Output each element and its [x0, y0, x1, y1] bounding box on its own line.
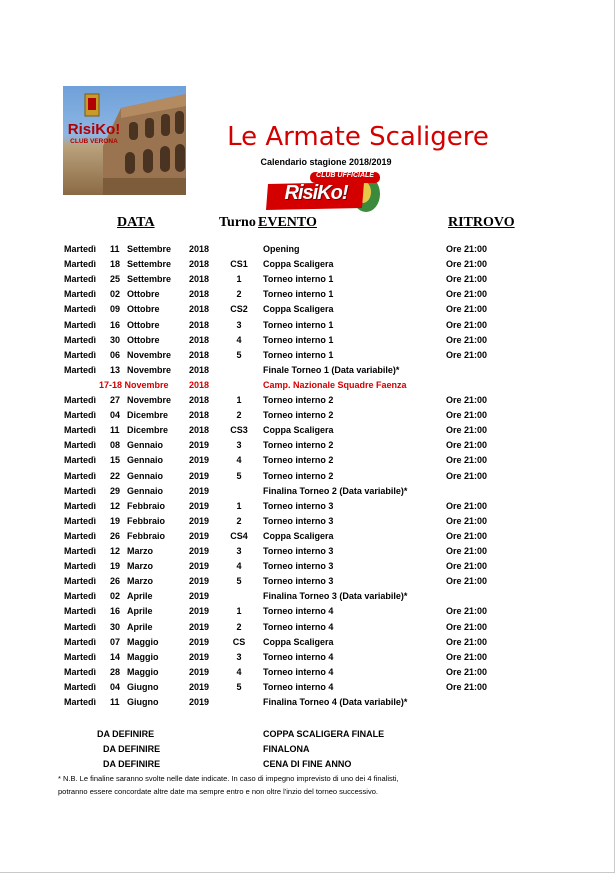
- row-year: 2018: [189, 334, 210, 345]
- row-ritrovo: Ore 21:00: [446, 651, 488, 662]
- row-weekday: Martedì: [64, 485, 97, 496]
- row-ritrovo: Ore 21:00: [446, 681, 488, 692]
- row-turno: 3: [236, 651, 242, 662]
- row-year: 2019: [189, 606, 210, 617]
- row-day-number: 18: [110, 259, 121, 270]
- row-month: Giugno: [127, 681, 159, 692]
- table-row: [0, 514, 616, 529]
- row-month: Gennaio: [127, 485, 164, 496]
- row-day-number: 06: [110, 349, 121, 360]
- table-row: [0, 363, 616, 378]
- row-event: Coppa Scaligera: [263, 304, 334, 315]
- table-row: [0, 242, 616, 257]
- row-month: Marzo: [127, 546, 154, 556]
- row-ritrovo: Ore 21:00: [446, 349, 488, 360]
- row-turno: 4: [236, 334, 242, 345]
- table-row: [0, 604, 616, 619]
- row-turno: 1: [236, 606, 242, 617]
- row-year: 2018: [189, 244, 210, 254]
- row-ritrovo: Ore 21:00: [446, 455, 488, 466]
- row-year: 2018: [189, 425, 210, 436]
- row-event: Torneo interno 2: [263, 440, 334, 451]
- row-year: 2019: [189, 591, 210, 602]
- column-header-ritrovo: RITROVO: [448, 215, 515, 230]
- row-day-number: 16: [110, 606, 121, 617]
- row-ritrovo: Ore 21:00: [446, 395, 488, 405]
- row-month: Febbraio: [127, 530, 166, 541]
- table-row: [0, 348, 616, 363]
- row-weekday: Martedì: [64, 425, 97, 436]
- club-logo-image: [63, 86, 186, 195]
- logo-club-text: CLUB VERONA: [70, 138, 118, 145]
- row-weekday: Martedì: [64, 410, 97, 421]
- row-month: Dicembre: [127, 410, 169, 421]
- table-row: [0, 333, 616, 348]
- row-day-number: 15: [110, 455, 121, 466]
- row-event: Finalina Torneo 4 (Data variabile)*: [263, 697, 408, 707]
- row-ritrovo: Ore 21:00: [446, 410, 488, 421]
- row-year: 2019: [189, 576, 210, 587]
- table-row: [0, 393, 616, 408]
- row-event: Torneo interno 4: [263, 666, 334, 677]
- row-ritrovo: Ore 21:00: [446, 515, 488, 526]
- row-day-number: 26: [110, 576, 121, 587]
- row-year: 2019: [189, 681, 210, 692]
- row-day-number: 25: [110, 274, 121, 285]
- row-day-number: 30: [110, 334, 121, 345]
- table-row: [0, 272, 616, 287]
- table-row: [0, 469, 616, 484]
- row-day-number: 16: [110, 319, 121, 330]
- row-year: 2019: [189, 515, 210, 526]
- row-day-number: 11: [110, 425, 120, 436]
- row-year: 2019: [189, 485, 210, 496]
- table-row: [0, 559, 616, 574]
- row-ritrovo: Ore 21:00: [446, 244, 488, 254]
- row-year: 2019: [189, 636, 210, 647]
- row-month: Dicembre: [127, 425, 169, 436]
- row-ritrovo: Ore 21:00: [446, 621, 488, 632]
- row-year: 2018: [189, 395, 210, 405]
- row-day-number: 12: [110, 500, 121, 511]
- row-event: Torneo interno 4: [263, 651, 334, 662]
- row-turno: 2: [236, 410, 242, 421]
- row-ritrovo: Ore 21:00: [446, 636, 488, 647]
- column-header-turno: Turno: [219, 215, 256, 230]
- row-date-range: 17-18 Novembre: [99, 379, 169, 390]
- row-event: Torneo interno 1: [263, 334, 334, 345]
- table-row: [0, 287, 616, 302]
- row-month: Maggio: [127, 666, 159, 677]
- row-ritrovo: Ore 21:00: [446, 666, 488, 677]
- row-event: Torneo interno 2: [263, 455, 334, 466]
- row-year: 2019: [189, 697, 210, 707]
- row-day-number: 26: [110, 530, 121, 541]
- row-turno: 4: [236, 561, 242, 572]
- row-turno: CS1: [230, 259, 248, 270]
- row-day-number: 28: [110, 666, 121, 677]
- row-event: Torneo interno 3: [263, 515, 334, 526]
- row-event: Coppa Scaligera: [263, 425, 334, 436]
- row-ritrovo: Ore 21:00: [446, 319, 488, 330]
- row-month: Settembre: [127, 244, 172, 254]
- row-weekday: Martedì: [64, 334, 97, 345]
- table-row: [0, 408, 616, 423]
- row-month: Aprile: [127, 621, 153, 632]
- to-define-date: DA DEFINIRE: [103, 744, 161, 754]
- row-event: Torneo interno 4: [263, 681, 334, 692]
- row-turno: 4: [236, 455, 242, 466]
- to-define-date: DA DEFINIRE: [97, 729, 155, 739]
- row-month: Ottobre: [127, 304, 160, 315]
- row-weekday: Martedì: [64, 651, 97, 662]
- row-event: Torneo interno 3: [263, 500, 334, 511]
- row-year: 2018: [189, 259, 210, 270]
- row-weekday: Martedì: [64, 244, 97, 254]
- row-day-number: 11: [110, 244, 120, 254]
- page-subtitle: Calendario stagione 2018/2019: [260, 157, 392, 167]
- row-event: Torneo interno 1: [263, 289, 334, 300]
- row-ritrovo: Ore 21:00: [446, 606, 488, 617]
- table-row: [0, 302, 616, 317]
- row-turno: 1: [236, 274, 242, 285]
- table-row: [0, 378, 616, 393]
- page-title: Le Armate Scaligere: [227, 122, 489, 152]
- table-row: [0, 635, 616, 650]
- row-event: Torneo interno 4: [263, 606, 334, 617]
- logo-brand-text: RisiKo!: [67, 121, 121, 138]
- row-weekday: Martedì: [64, 440, 97, 451]
- row-year: 2018: [189, 379, 210, 390]
- row-weekday: Martedì: [64, 304, 97, 315]
- row-turno: 1: [236, 500, 242, 511]
- row-year: 2019: [189, 621, 210, 632]
- row-year: 2018: [189, 349, 210, 360]
- column-header-evento: EVENTO: [258, 215, 317, 230]
- row-weekday: Martedì: [64, 319, 97, 330]
- row-day-number: 14: [110, 651, 121, 662]
- badge-top-text: CLUB UFFICIALE: [316, 172, 374, 179]
- row-weekday: Martedì: [64, 636, 97, 647]
- row-turno: 3: [236, 546, 242, 556]
- to-define-event: FINALONA: [263, 744, 310, 754]
- row-turno: 4: [236, 666, 242, 677]
- row-turno: CS2: [230, 304, 248, 315]
- row-year: 2019: [189, 546, 210, 556]
- row-day-number: 13: [110, 364, 121, 375]
- row-month: Settembre: [127, 274, 172, 285]
- row-day-number: 19: [110, 561, 121, 572]
- row-event: Finalina Torneo 3 (Data variabile)*: [263, 591, 408, 602]
- to-define-event: COPPA SCALIGERA FINALE: [263, 729, 385, 739]
- row-day-number: 02: [110, 591, 121, 602]
- row-day-number: 12: [110, 546, 121, 556]
- badge-main-text: RisiKo!: [284, 182, 348, 204]
- row-weekday: Martedì: [64, 606, 97, 617]
- table-row: [0, 484, 616, 499]
- row-month: Settembre: [127, 259, 172, 270]
- row-weekday: Martedì: [64, 530, 97, 541]
- row-turno: CS: [232, 636, 246, 647]
- table-row: [0, 544, 616, 559]
- row-ritrovo: Ore 21:00: [446, 546, 488, 556]
- row-event: Coppa Scaligera: [263, 530, 334, 541]
- row-ritrovo: Ore 21:00: [446, 425, 488, 436]
- row-ritrovo: Ore 21:00: [446, 289, 488, 300]
- row-ritrovo: Ore 21:00: [446, 500, 488, 511]
- row-day-number: 07: [110, 636, 121, 647]
- row-event: Torneo interno 4: [263, 621, 334, 632]
- table-row: [0, 499, 616, 514]
- row-weekday: Martedì: [64, 289, 97, 300]
- table-row: [0, 650, 616, 665]
- row-weekday: Martedì: [64, 666, 97, 677]
- row-event: Torneo interno 2: [263, 395, 334, 405]
- row-year: 2019: [189, 530, 210, 541]
- row-ritrovo: Ore 21:00: [446, 440, 488, 451]
- row-ritrovo: Ore 21:00: [446, 470, 488, 481]
- row-month: Ottobre: [127, 334, 160, 345]
- row-year: 2019: [189, 651, 210, 662]
- row-month: Febbraio: [127, 515, 166, 526]
- row-ritrovo: Ore 21:00: [446, 530, 488, 541]
- row-event: Torneo interno 2: [263, 470, 334, 481]
- row-ritrovo: Ore 21:00: [446, 561, 488, 572]
- row-weekday: Martedì: [64, 621, 97, 632]
- row-event: Torneo interno 2: [263, 410, 334, 421]
- row-event: Torneo interno 1: [263, 274, 334, 285]
- row-year: 2019: [189, 440, 210, 451]
- row-weekday: Martedì: [64, 681, 97, 692]
- row-weekday: Martedì: [64, 470, 97, 481]
- row-event: Coppa Scaligera: [263, 259, 334, 270]
- footnote-line-2: potranno essere concordate altre date ma sempre entro e non oltre l'inzio del torneo successivo.: [58, 787, 378, 796]
- row-event: Torneo interno 3: [263, 546, 334, 556]
- row-turno: 2: [236, 621, 242, 632]
- row-event: Torneo interno 1: [263, 319, 334, 330]
- row-day-number: 19: [110, 515, 121, 526]
- row-event: Camp. Nazionale Squadre Faenza: [263, 379, 407, 390]
- footnote-line-1: * N.B. Le finaline saranno svolte nelle date indicate. In caso di impegno imprevisto di uno dei 4 finalisti,: [58, 774, 399, 783]
- row-turno: 1: [236, 395, 242, 405]
- row-turno: 3: [236, 440, 242, 451]
- row-weekday: Martedì: [64, 349, 97, 360]
- row-month: Novembre: [127, 395, 172, 405]
- row-day-number: 04: [110, 410, 121, 421]
- row-turno: 5: [236, 470, 242, 481]
- row-event: Coppa Scaligera: [263, 636, 334, 647]
- row-turno: 5: [236, 681, 242, 692]
- table-row: [0, 318, 616, 333]
- row-turno: CS4: [230, 530, 248, 541]
- row-ritrovo: Ore 21:00: [446, 304, 488, 315]
- row-month: Gennaio: [127, 455, 164, 466]
- row-year: 2018: [189, 304, 210, 315]
- row-weekday: Martedì: [64, 500, 97, 511]
- row-month: Ottobre: [127, 319, 160, 330]
- column-header-data: DATA: [117, 215, 155, 230]
- table-row: [0, 529, 616, 544]
- row-ritrovo: Ore 21:00: [446, 274, 488, 285]
- table-row: [0, 423, 616, 438]
- table-row: [0, 620, 616, 635]
- row-month: Marzo: [127, 561, 154, 572]
- row-event: Torneo interno 3: [263, 576, 334, 587]
- row-weekday: Martedì: [64, 395, 97, 405]
- row-weekday: Martedì: [64, 561, 97, 572]
- row-weekday: Martedì: [64, 455, 97, 466]
- row-turno: 2: [236, 515, 242, 526]
- row-month: Gennaio: [127, 470, 164, 481]
- row-weekday: Martedì: [64, 546, 97, 556]
- row-turno: 3: [236, 319, 242, 330]
- table-row: [0, 695, 616, 710]
- row-month: Aprile: [127, 606, 153, 617]
- row-event: Finale Torneo 1 (Data variabile)*: [263, 364, 400, 375]
- row-weekday: Martedì: [64, 274, 97, 285]
- row-year: 2018: [189, 410, 210, 421]
- row-month: Aprile: [127, 591, 153, 602]
- row-year: 2018: [189, 274, 210, 285]
- row-day-number: 30: [110, 621, 121, 632]
- row-event: Opening: [263, 244, 300, 254]
- row-year: 2019: [189, 500, 210, 511]
- table-row: [0, 680, 616, 695]
- row-day-number: 09: [110, 304, 121, 315]
- row-day-number: 08: [110, 440, 121, 451]
- row-month: Giugno: [127, 697, 159, 707]
- row-month: Ottobre: [127, 289, 160, 300]
- row-year: 2018: [189, 319, 210, 330]
- row-month: Novembre: [127, 364, 172, 375]
- table-row: [0, 257, 616, 272]
- row-month: Febbraio: [127, 500, 166, 511]
- row-weekday: Martedì: [64, 259, 97, 270]
- row-turno: CS3: [230, 425, 248, 436]
- row-day-number: 04: [110, 681, 121, 692]
- row-weekday: Martedì: [64, 515, 97, 526]
- row-month: Gennaio: [127, 440, 164, 451]
- row-event: Finalina Torneo 2 (Data variabile)*: [263, 485, 408, 496]
- row-day-number: 27: [110, 395, 121, 405]
- row-turno: 5: [236, 576, 242, 587]
- to-define-event: CENA DI FINE ANNO: [263, 759, 352, 769]
- row-year: 2018: [189, 364, 210, 375]
- table-row: [0, 589, 616, 604]
- row-month: Maggio: [127, 651, 159, 662]
- row-year: 2019: [189, 455, 210, 466]
- row-day-number: 29: [110, 485, 121, 496]
- row-event: Torneo interno 3: [263, 561, 334, 572]
- row-day-number: 22: [110, 470, 121, 481]
- row-turno: 2: [236, 289, 242, 300]
- row-weekday: Martedì: [64, 364, 97, 375]
- row-weekday: Martedì: [64, 697, 97, 707]
- row-ritrovo: Ore 21:00: [446, 334, 488, 345]
- row-day-number: 02: [110, 289, 121, 300]
- row-year: 2019: [189, 666, 210, 677]
- row-weekday: Martedì: [64, 591, 97, 602]
- row-month: Marzo: [127, 576, 154, 587]
- table-row: [0, 453, 616, 468]
- to-define-date: DA DEFINIRE: [103, 759, 161, 769]
- row-year: 2019: [189, 561, 210, 572]
- row-ritrovo: Ore 21:00: [446, 259, 488, 270]
- row-year: 2019: [189, 470, 210, 481]
- row-year: 2018: [189, 289, 210, 300]
- row-day-number: 11: [110, 697, 120, 707]
- table-row: [0, 665, 616, 680]
- table-row: [0, 438, 616, 453]
- row-event: Torneo interno 1: [263, 349, 334, 360]
- row-ritrovo: Ore 21:00: [446, 576, 488, 587]
- row-month: Novembre: [127, 349, 172, 360]
- row-weekday: Martedì: [64, 576, 97, 587]
- table-row: [0, 574, 616, 589]
- row-month: Maggio: [127, 636, 159, 647]
- row-turno: 5: [236, 349, 242, 360]
